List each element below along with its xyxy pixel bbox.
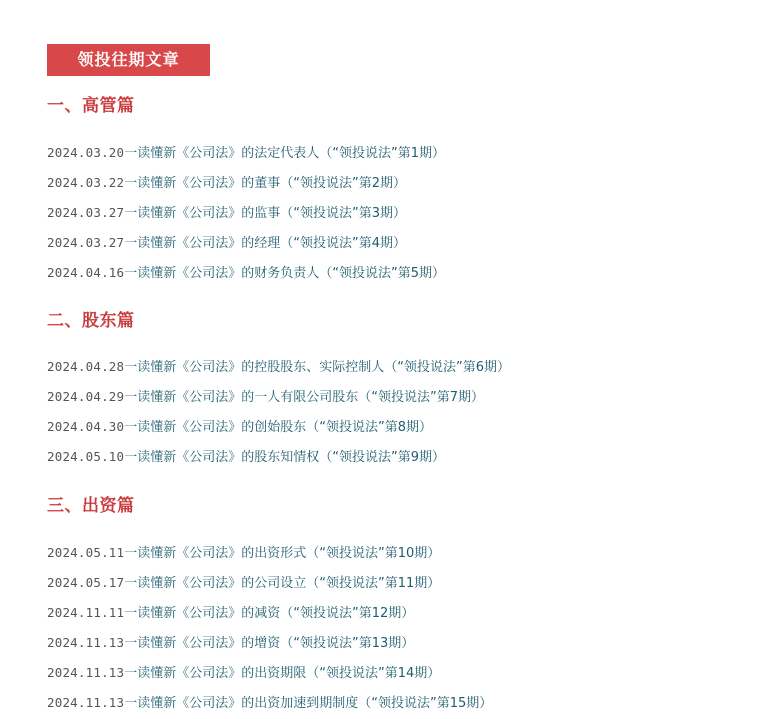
article-date: 2024.03.27 <box>47 205 125 220</box>
article-date: 2024.04.16 <box>47 265 125 280</box>
article-title: 一读懂新《公司法》的一人有限公司股东（“领投说法”第7期） <box>124 390 485 405</box>
article-date: 2024.03.20 <box>47 145 125 160</box>
article-title: 一读懂新《公司法》的股东知情权（“领投说法”第9期） <box>124 450 446 465</box>
article-link[interactable] <box>47 412 747 442</box>
article-title: 一读懂新《公司法》的公司设立（“领投说法”第11期） <box>124 576 441 591</box>
article-date: 2024.04.28 <box>47 359 125 374</box>
article-title: 一读懂新《公司法》的董事（“领投说法”第2期） <box>124 176 407 191</box>
article-link[interactable] <box>47 258 747 288</box>
article-link[interactable] <box>47 228 747 258</box>
article-date: 2024.03.27 <box>47 235 125 250</box>
article-date: 2024.04.30 <box>47 419 125 434</box>
article-date: 2024.03.22 <box>47 175 125 190</box>
article-list <box>47 138 747 288</box>
article-date: 2024.05.11 <box>47 545 125 560</box>
article-title: 一读懂新《公司法》的增资（“领投说法”第13期） <box>124 636 415 651</box>
article-title: 一读懂新《公司法》的出资形式（“领投说法”第10期） <box>124 546 441 561</box>
article-list <box>47 352 747 472</box>
article-date: 2024.05.17 <box>47 575 125 590</box>
article-link[interactable] <box>47 352 747 382</box>
article-title: 一读懂新《公司法》的财务负责人（“领投说法”第5期） <box>124 266 446 281</box>
section-shareholders <box>47 310 747 472</box>
article-link[interactable] <box>47 442 747 472</box>
article-link[interactable] <box>47 568 747 598</box>
section-title: 一、高管篇 <box>47 96 135 116</box>
article-link[interactable] <box>47 658 747 688</box>
article-link[interactable] <box>47 138 747 168</box>
article-title: 一读懂新《公司法》的控股股东、实际控制人（“领投说法”第6期） <box>124 360 511 375</box>
section-capital-contribution <box>47 495 747 718</box>
article-date: 2024.11.13 <box>47 695 125 710</box>
article-list <box>47 538 747 718</box>
article-date: 2024.11.13 <box>47 635 125 650</box>
article-date: 2024.11.11 <box>47 605 125 620</box>
article-date: 2024.04.29 <box>47 389 125 404</box>
section-executives <box>47 95 747 288</box>
article-title: 一读懂新《公司法》的出资加速到期制度（“领投说法”第15期） <box>124 696 493 711</box>
article-title: 一读懂新《公司法》的出资期限（“领投说法”第14期） <box>124 666 441 681</box>
article-link[interactable] <box>47 598 747 628</box>
article-title: 一读懂新《公司法》的监事（“领投说法”第3期） <box>124 206 407 221</box>
article-date: 2024.05.10 <box>47 449 125 464</box>
article-link[interactable] <box>47 198 747 228</box>
article-link[interactable] <box>47 168 747 198</box>
article-title: 一读懂新《公司法》的法定代表人（“领投说法”第1期） <box>124 146 446 161</box>
past-articles-banner: 领投往期文章 <box>47 44 210 76</box>
article-link[interactable] <box>47 538 747 568</box>
article-link[interactable] <box>47 628 747 658</box>
article-title: 一读懂新《公司法》的减资（“领投说法”第12期） <box>124 606 415 621</box>
article-date: 2024.11.13 <box>47 665 125 680</box>
article-title: 一读懂新《公司法》的创始股东（“领投说法”第8期） <box>124 420 433 435</box>
article-link[interactable] <box>47 688 747 718</box>
article-title: 一读懂新《公司法》的经理（“领投说法”第4期） <box>124 236 407 251</box>
section-title: 二、股东篇 <box>47 311 135 331</box>
article-link[interactable] <box>47 382 747 412</box>
section-title: 三、出资篇 <box>47 496 135 516</box>
